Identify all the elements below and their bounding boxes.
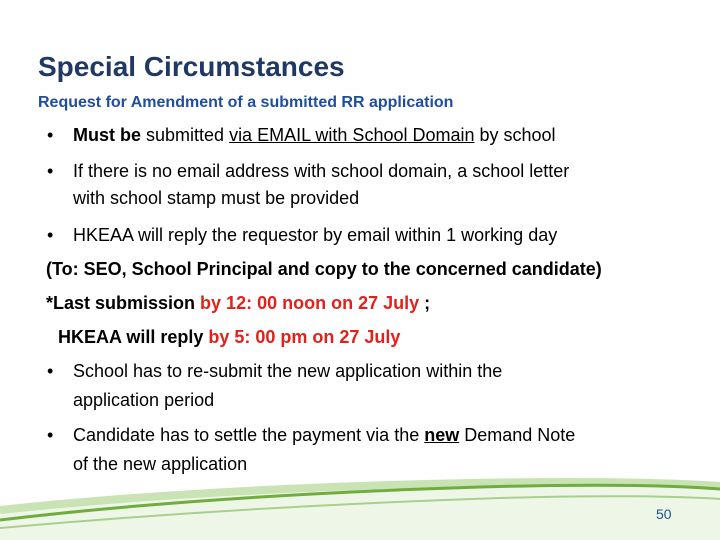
bullet-marker: • (47, 225, 54, 245)
new-emphasis: new (424, 425, 460, 445)
bullet-text: submitted (141, 125, 230, 145)
bullet-marker: • (47, 361, 54, 381)
bullet-item-resubmit-line2: application period (73, 390, 215, 410)
reply-label: HKEAA will reply (58, 327, 209, 347)
bullet-item-hkeaa-reply: HKEAA will reply the requestor by email within 1 working day (73, 225, 558, 245)
bullet-text: by school (474, 125, 556, 145)
bullet-text: Demand Note (459, 425, 576, 445)
bullet-item-payment-line2: of the new application (73, 454, 248, 474)
reply-deadline: by 5: 00 pm on 27 July (208, 327, 401, 347)
bullet-item-no-email-line1: If there is no email address with school domain, a school letter (73, 161, 570, 181)
bullet-item-no-email-line2: with school stamp must be provided (73, 188, 360, 208)
bullet-marker: • (47, 125, 54, 145)
underlined-text: via EMAIL with School Domain (229, 125, 475, 145)
slide-title: Special Circumstances (38, 51, 345, 82)
bullet-marker: • (47, 425, 54, 445)
last-submission-tail: ; (419, 293, 431, 313)
last-submission-label: *Last submission (46, 293, 201, 313)
bullet-item-resubmit-line1: School has to re-submit the new application within the (73, 361, 503, 381)
bullet-bold-text: Must be (73, 125, 142, 145)
bullet-marker: • (47, 161, 54, 181)
recipients-note: (To: SEO, School Principal and copy to the concerned candidate) (46, 259, 602, 279)
slide-subtitle: Request for Amendment of a submitted RR application (38, 94, 454, 111)
page-number: 50 (656, 506, 672, 522)
bullet-text: Candidate has to settle the payment via the (73, 425, 425, 445)
last-submission-deadline: by 12: 00 noon on 27 July (200, 293, 420, 313)
